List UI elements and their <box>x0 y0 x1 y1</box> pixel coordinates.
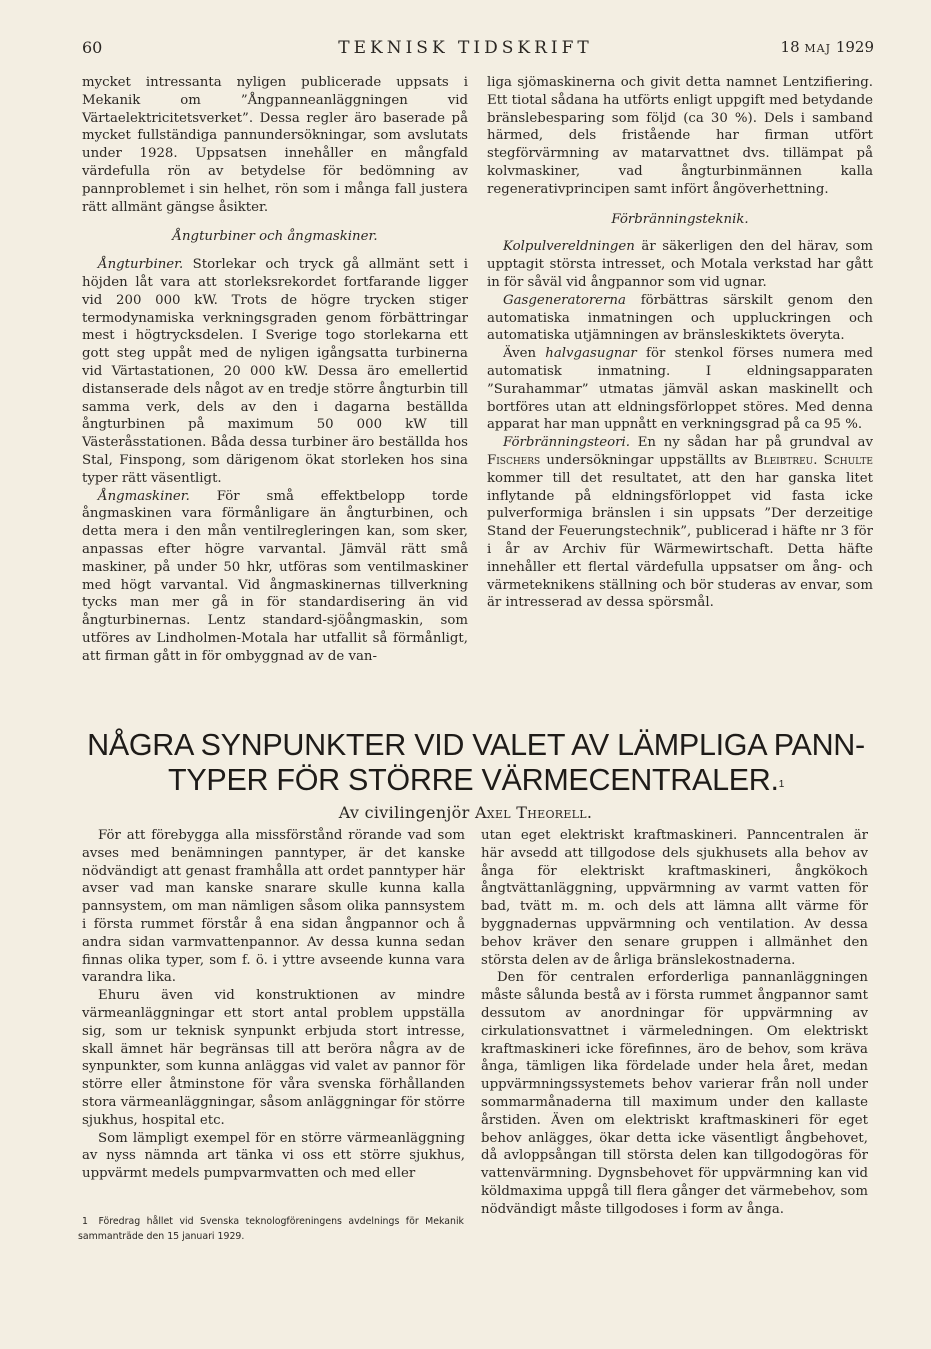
footnote-mark: 1 <box>82 1216 88 1227</box>
article-title-text: TYPER FÖR STÖRRE VÄRMECENTRALER. <box>168 763 779 797</box>
author-name: Axel Theorell <box>474 803 587 822</box>
paragraph-text: Storlekar och tryck gå allmänt sett i höjden låt vara att storleksrekordet fortfarande ligger vid 200 000 kW. Trots de högre trycken stiger termodynamiska verkningsgraden genom förbättringar mest i högtrycksdelen. I Sverige togo storlekarna ett gott steg uppåt med de nyligen igångsatta turbinerna vid Värtastationen, 20 000 kW. Dessa äro emellertid distanserade dels något av en tredje större ångturbin till samma verk, dels av den i dagarna beställda ångturbinen på maximum 50 000 kW till Västeråsstationen. Båda dessa turbiner äro beställda hos Stal, Finspong, som därigenom ökat storleken hos sina typer rätt väsentligt. <box>82 257 468 486</box>
paragraph: utan eget elektriskt kraftmaskineri. Panncentralen är här avsedd att tillgodose dels sjukhusets alla behov av ånga för elektriskt kraftmaskineri, ångkökoch ångtvättanläggning, uppvärmning av varmt vatten för bad, tvätt m. m. och dels att lämna allt värme för byggnadernas uppvärmning och ventilation. Av dessa behov kräver den senare gruppen i allmänhet den största delen av de årliga bränslekostnaderna. <box>481 828 868 968</box>
paragraph-text: För små effektbelopp torde ångmaskinen vara förmånligare än ångturbinen, och detta mera i den mån ventilregleringen kan, som sker, anpassas efter högre varvantal. Jämväl rätt små maskiner, på under 50 hkr, utföras som ventilmaskiner med högt varvantal. Vid ångmaskinernas tillverkning tycks man mer gå in för standardisering än vid ångturbinernas. Lentz standard-sjöångmaskin, som utföres av Lindholmen-Motala har utfallit så förmånligt, att firman gått in för ombyggnad av de van- <box>82 488 468 664</box>
article-title-line: NÅGRA SYNPUNKTER VID VALET AV LÄMPLIGA PANN- <box>87 728 865 762</box>
date-day: 18 <box>780 38 800 56</box>
run-in-heading: Kolpulvereldningen <box>503 239 635 255</box>
paragraph-text: förbättras särskilt genom den automatiska inmatningen och uppluckringen och automatiska utjämningen av bränsleskiktets överyta. <box>487 292 873 344</box>
run-in-heading: Gasgeneratorerna <box>503 292 626 308</box>
author-suffix: . <box>586 803 593 822</box>
footnote-mark: 1 <box>778 779 784 790</box>
top-right-column <box>487 74 873 612</box>
article-title <box>70 728 882 798</box>
run-in-heading: Ångturbiner. <box>98 257 184 273</box>
paragraph-text: kommer till det resultatet, att den har ganska litet inflytande på eldningsförloppet vid fasta icke pulverformiga bränslen i sin uppsats ”Der derzeitige Stand der Feuerungstechnik”, publicerad i häfte nr 3 för i år av Archiv für Wärmewirtschaft. Detta häfte innehåller ett flertal värdefulla uppsatser om ång- och värmeteknikens ställning och bör studeras av envar, som är intresserad av dessa spörsmål. <box>487 470 873 611</box>
paragraph <box>487 238 873 291</box>
paragraph-text: Även <box>503 346 546 362</box>
journal-title: TEKNISK TIDSKRIFT <box>338 38 593 58</box>
paragraph: För att förebygga alla missförstånd rörande vad som avses med benämningen panntyper, är det kanske nödvändigt att genast framhålla att ordet panntyper här avser vad man kanske snarare skulle kunna kalla pannsystem, om man nämligen såsom olika pannsystem i första rummet förstår å ena sidan ångpannor och å andra sidan varmvattenpannor. Av dessa kunna sedan finnas olika typer, som f. ö. i yttre avseende kunna vara varandra lika. <box>82 828 465 986</box>
footnote <box>78 1214 464 1244</box>
paragraph-text: undersökningar uppställts av <box>540 452 754 468</box>
date-year: 1929 <box>835 38 874 56</box>
run-in-heading: Ångmaskiner. <box>98 488 190 504</box>
top-left-column <box>82 74 468 666</box>
article-right-column <box>481 827 868 1219</box>
section-subheading: Förbränningsteknik. <box>611 211 749 227</box>
paragraph <box>487 345 873 434</box>
paragraph <box>82 256 468 487</box>
article-title-line <box>70 763 882 798</box>
person-name: Bleibtreu <box>753 452 814 468</box>
article-left-column <box>82 827 465 1183</box>
issue-date <box>781 38 874 56</box>
footnote-text: Föredrag hållet vid Svenska teknologföreningens avdelnings för Mekanik sammanträde den 15 januari 1929. <box>78 1216 464 1242</box>
page-number: 60 <box>82 38 103 57</box>
paragraph-text: för stenkol förses numera med automatisk inmatning. I eldningsapparaten ”Surahammar” utmatas jämväl askan maskinellt och bortföres utan att eldningsförloppet störes. Med denna apparat har man uppnått en verkningsgrad på ca 95 %. <box>487 346 873 433</box>
paragraph: mycket intressanta nyligen publicerade uppsats i Mekanik om ”Ångpanneanläggningen vid Värtaelektricitetsverket”. Dessa regler äro baserade på mycket fullständiga pannundersökningar, som avslutats under 1928. Uppsatsen innehåller en mångfald värdefulla rön av betydelse för bedömning av pannproblemet i sin helhet, rön som i många fall justera rätt allmänt gängse åsikter. <box>82 75 468 215</box>
paragraph-text: En ny sådan har på grundval av <box>630 435 873 451</box>
paragraph-text: är säkerligen den del härav, som upptagit största intresset, och Motala verkstad har gått in för såväl vid ångpannor som vid ugnar. <box>487 239 873 290</box>
author-byline <box>0 803 931 822</box>
paragraph <box>487 292 873 345</box>
section-subheading: Ångturbiner och ångmaskiner. <box>172 229 378 245</box>
person-name: Fischers <box>487 452 541 468</box>
paragraph: Ehuru även vid konstruktionen av mindre värmeanläggningar ett stort antal problem uppställa sig, som ur teknisk synpunkt erbjuda stort intresse, skall ämnet här begränsas till att beröra några av de synpunkter, som kunna anläggas vid valet av pannor för större eller åtminstone för våra svenska förhållanden stora värmeanläggningar, såsom anläggningar för större sjukhus, hospital etc. <box>82 988 465 1128</box>
paragraph: liga sjömaskinerna och givit detta namnet Lentzifiering. Ett tiotal sådana ha utförts enligt uppgift med betydande bränslebesparing som följd (ca 30 %). Dels i samband härmed, dels fristående har firman utfört stegförvärmning av matarvattnet dvs. tillämpat på kolvmaskiner, vad ångturbinmännen kalla regenerativprincipen samt infört ångöverhettning. <box>487 75 873 197</box>
run-in-heading: Förbränningsteori. <box>503 435 630 451</box>
person-name: Schulte <box>823 452 873 468</box>
emphasis: halvgasugnar <box>545 346 637 362</box>
paragraph <box>487 434 873 612</box>
paragraph: Som lämpligt exempel för en större värmeanläggning av nyss nämnda art tänka vi oss ett större sjukhus, uppvärmt medels pumpvarmvatten och med eller <box>82 1130 465 1182</box>
author-prefix: Av civilingenjör <box>338 803 475 822</box>
paragraph <box>82 488 468 666</box>
running-header <box>0 38 931 62</box>
paragraph-text: . <box>813 452 824 468</box>
paragraph: Den för centralen erforderliga pannanläggningen måste sålunda bestå av i första rummet ångpannor samt dessutom av anordningar för uppvärmning av cirkulationsvattnet i värmeledningen. Om elektriskt kraftmaskineri icke förefinnes, äro de behov, som kräva ånga, tämligen lika fördelade under hela året, medan uppvärmningssystemets behov varierar från noll under sommarmånaderna till maximum under den kallaste årstiden. Även om elektriskt kraftmaskineri för eget behov anlägges, ökar detta icke väsentligt ångbehovet, då avloppsångan till största delen kan tillgodogöras för vattenvärmning. Dygnsbehovet för uppvärmning kan vid köldmaxima uppgå till flera gånger det värmebehov, som nödvändigt måste tillgodoses i form av ånga. <box>481 970 868 1217</box>
date-month: MAJ <box>804 42 832 55</box>
